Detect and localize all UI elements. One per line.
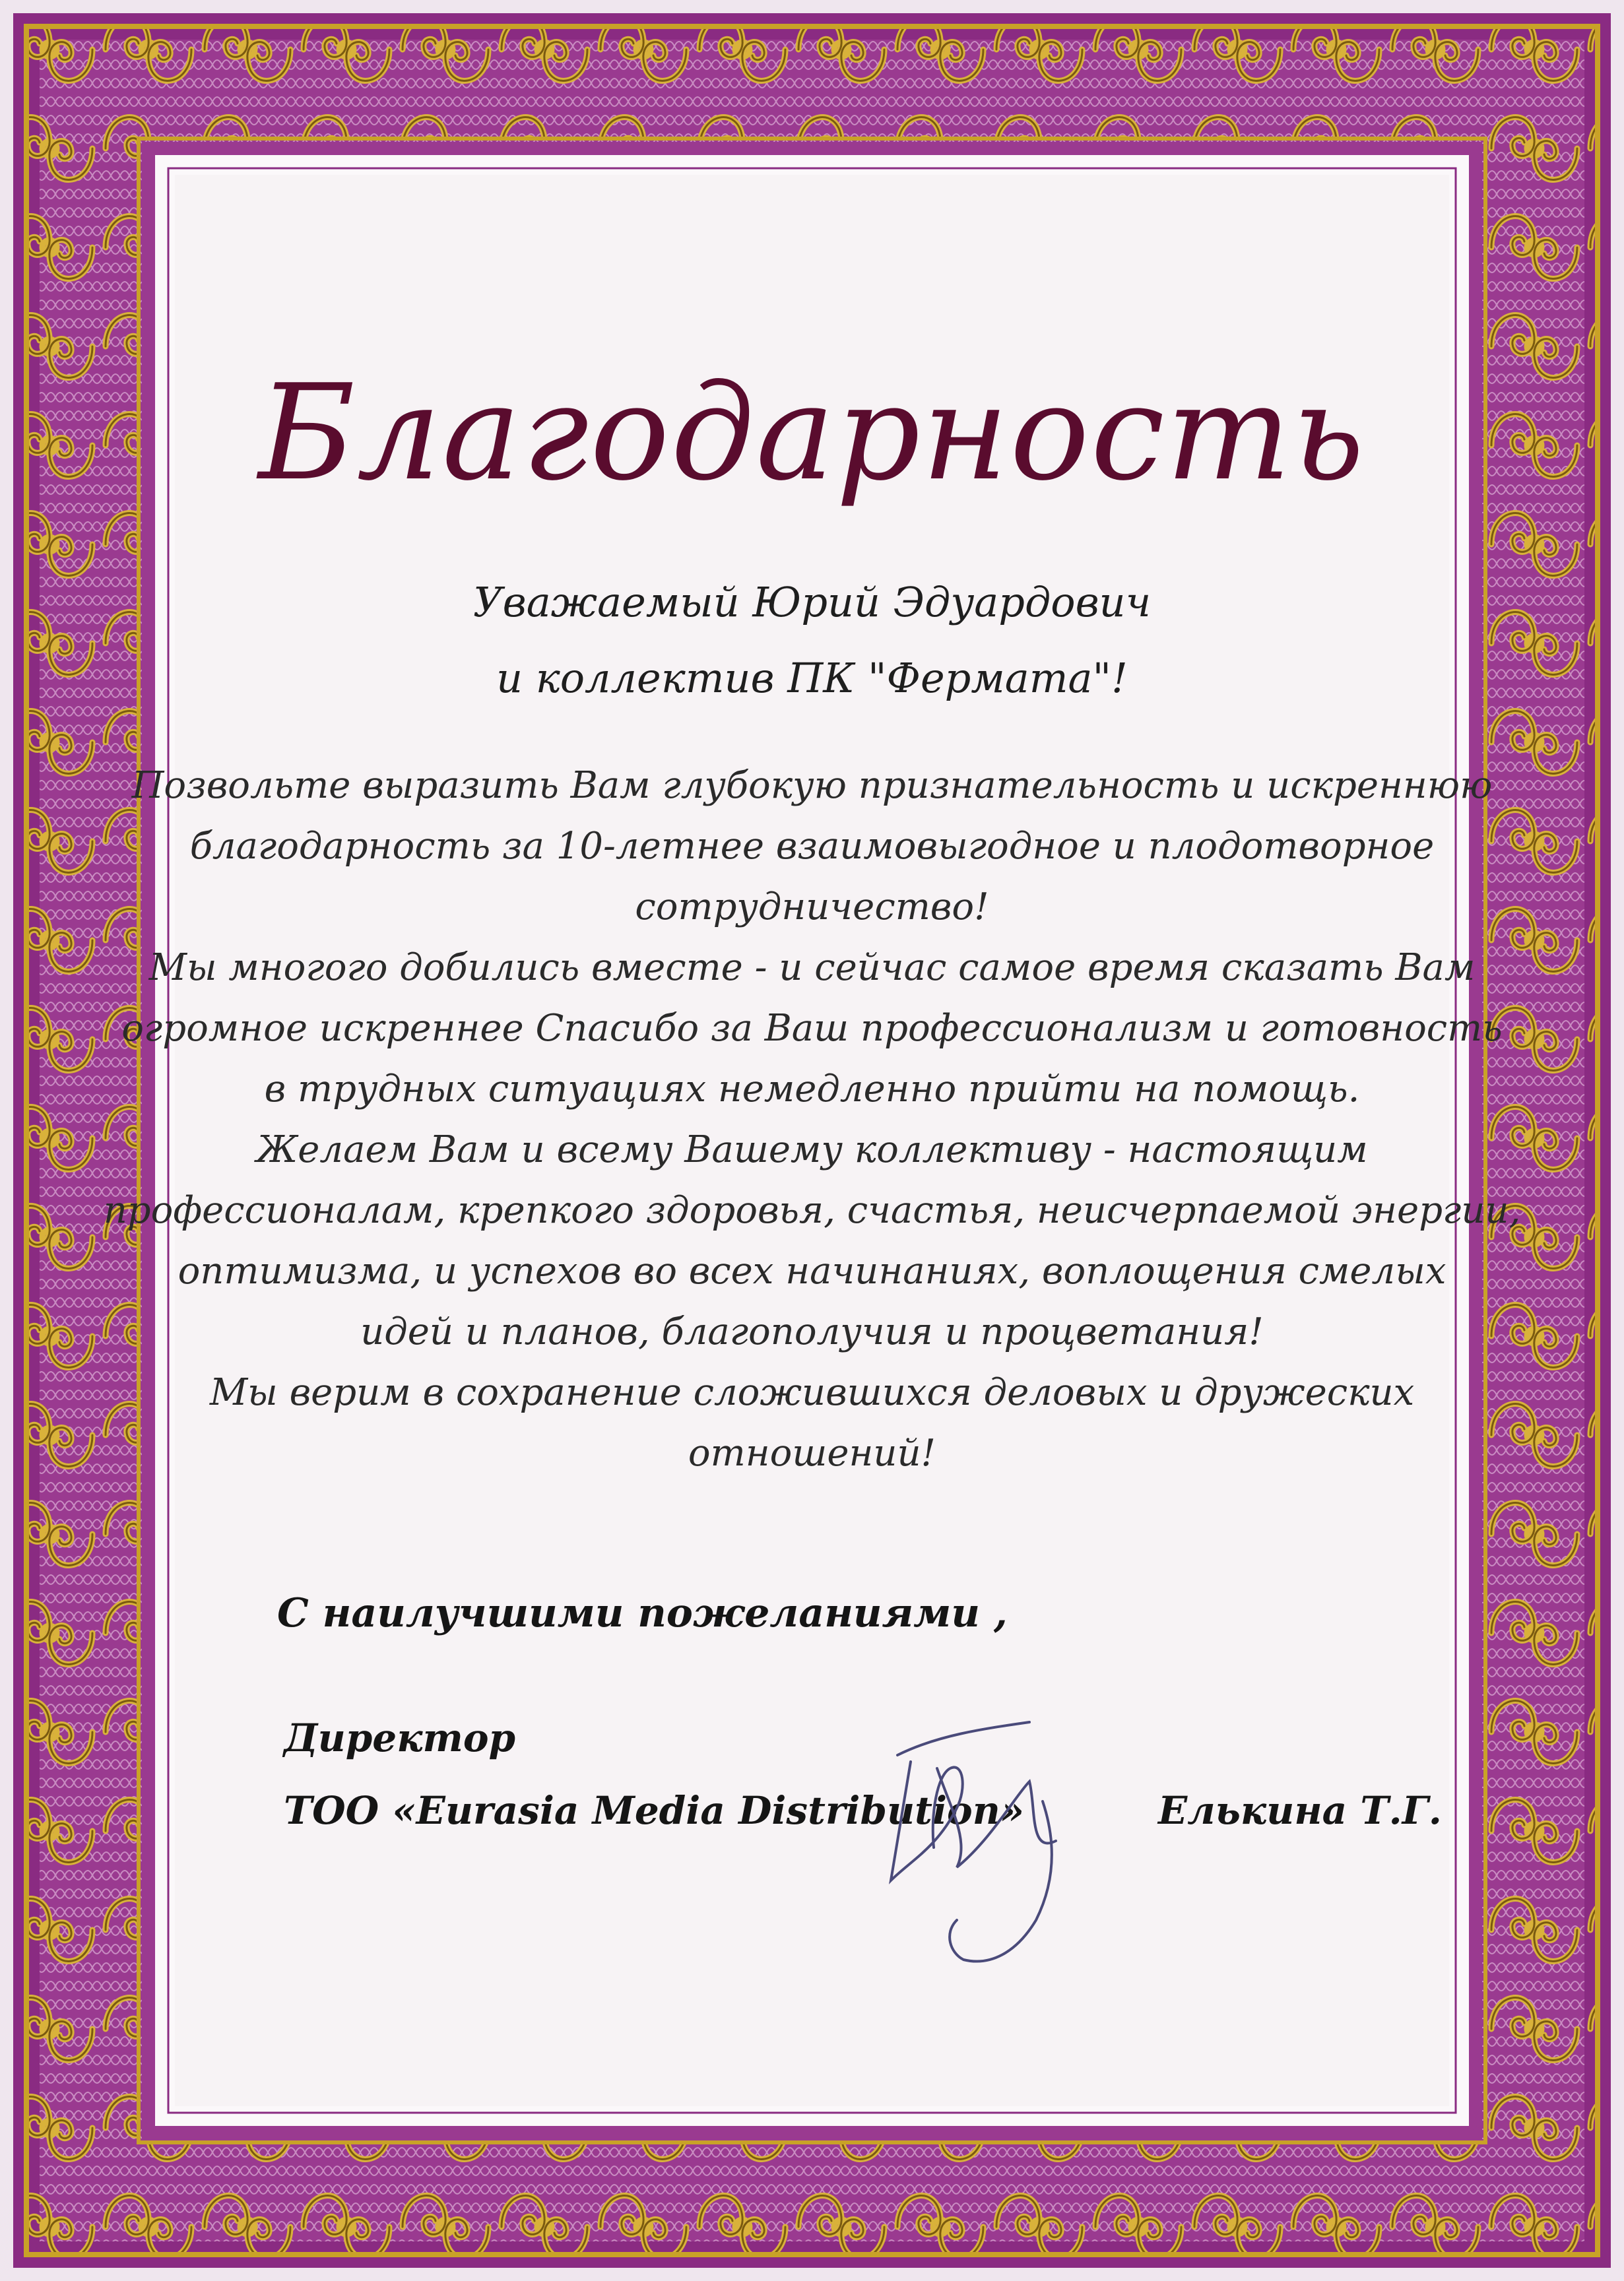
body-text <box>0 755 1624 1484</box>
organization-name: ТОО «Eurasia Media Distribution» <box>284 1788 1025 1833</box>
body-line: отношений! <box>688 1432 936 1475</box>
body-line: Мы многого добились вместе - и сейчас самое время сказать Вам <box>148 946 1476 989</box>
body-line: идей и планов, благополучия и процветания! <box>360 1310 1264 1353</box>
body-line: Желаем Вам и всему Вашему коллективу - настоящим <box>256 1128 1368 1171</box>
certificate-title: Благодарность <box>258 356 1366 510</box>
address-line: Уважаемый Юрий Эдуардович <box>472 578 1152 626</box>
body-line: Мы верим в сохранение сложившихся деловых и дружеских <box>209 1371 1415 1414</box>
body-line: благодарность за 10-летнее взаимовыгодное и плодотворное <box>189 825 1435 868</box>
body-line: профессионалам, крепкого здоровья, счастья, неисчерпаемой энергии, <box>103 1189 1521 1232</box>
body-line: оптимизма, и успехов во всех начинаниях, воплощения смелых <box>178 1250 1446 1293</box>
body-line: сотрудничество! <box>635 885 989 928</box>
body-line: Позвольте выразить Вам глубокую признательность и искреннюю <box>131 764 1493 807</box>
signer-name: Елькина Т.Г. <box>1158 1788 1442 1833</box>
signature-icon <box>858 1709 1122 1986</box>
position-title: Директор <box>284 1716 516 1760</box>
address-block <box>0 564 1624 716</box>
body-line: в трудных ситуациях немедленно прийти на помощь. <box>264 1068 1360 1110</box>
body-line: огромное искреннее Спасибо за Ваш профессионализм и готовность <box>121 1007 1503 1050</box>
address-line: и коллектив ПК "Фермата"! <box>496 654 1128 702</box>
closing-phrase: С наилучшими пожеланиями , <box>277 1590 1008 1636</box>
